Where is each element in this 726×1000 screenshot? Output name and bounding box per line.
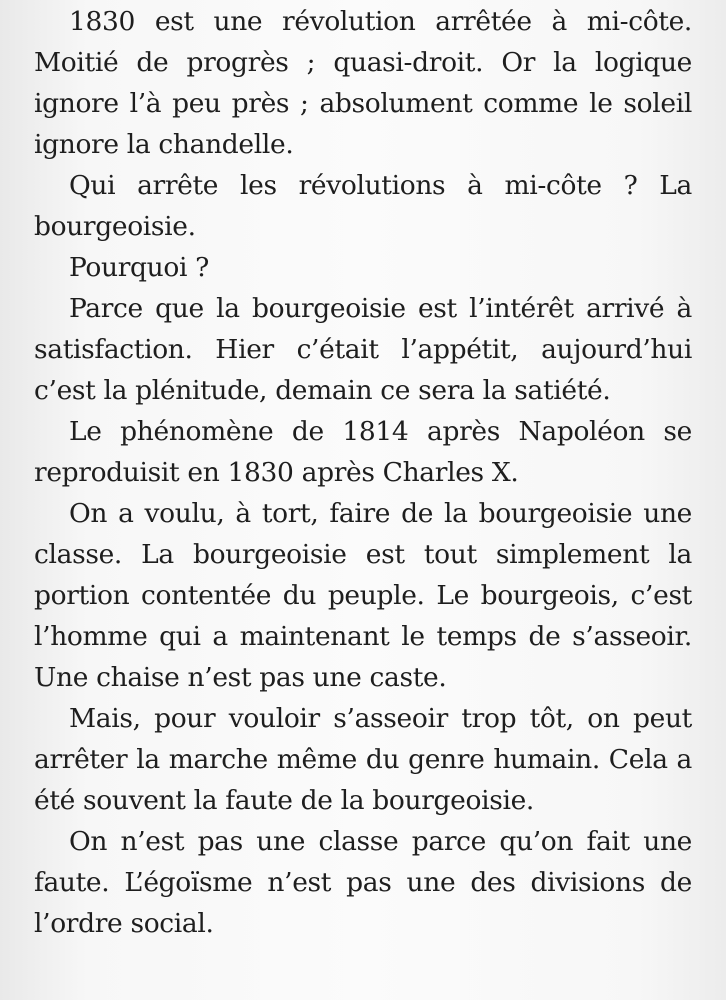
paragraph: Mais, pour vouloir s’asseoir trop tôt, on peut arrêter la marche même du genre humain. Cela a été souvent la faute de la bourgeoisie. <box>34 703 692 816</box>
paragraph: Le phénomène de 1814 après Napoléon se reproduisit en 1830 après Charles X. <box>34 416 692 488</box>
paragraph: 1830 est une révolution arrêtée à mi-côte. Moitié de progrès ; quasi-droit. Or la logique ignore l’à peu près ; absolument comme le soleil ignore la chandelle. <box>34 6 692 160</box>
paragraph: Qui arrête les révolutions à mi-côte ? La bourgeoisie. <box>34 170 692 242</box>
paragraph: On n’est pas une classe parce qu’on fait une faute. L’égoïsme n’est pas une des divisions de l’ordre social. <box>34 826 692 939</box>
reader-page[interactable] <box>34 1 692 944</box>
paragraph: Parce que la bourgeoisie est l’intérêt arrivé à satisfaction. Hier c’était l’appétit, aujourd’hui c’est la plénitude, demain ce sera la satiété. <box>34 293 692 406</box>
paragraph: On a voulu, à tort, faire de la bourgeoisie une classe. La bourgeoisie est tout simplement la portion contentée du peuple. Le bourgeois, c’est l’homme qui a maintenant le temps de s’asseoir. Une chaise n’est pas une caste. <box>34 498 692 693</box>
paragraph: Pourquoi ? <box>69 252 210 283</box>
